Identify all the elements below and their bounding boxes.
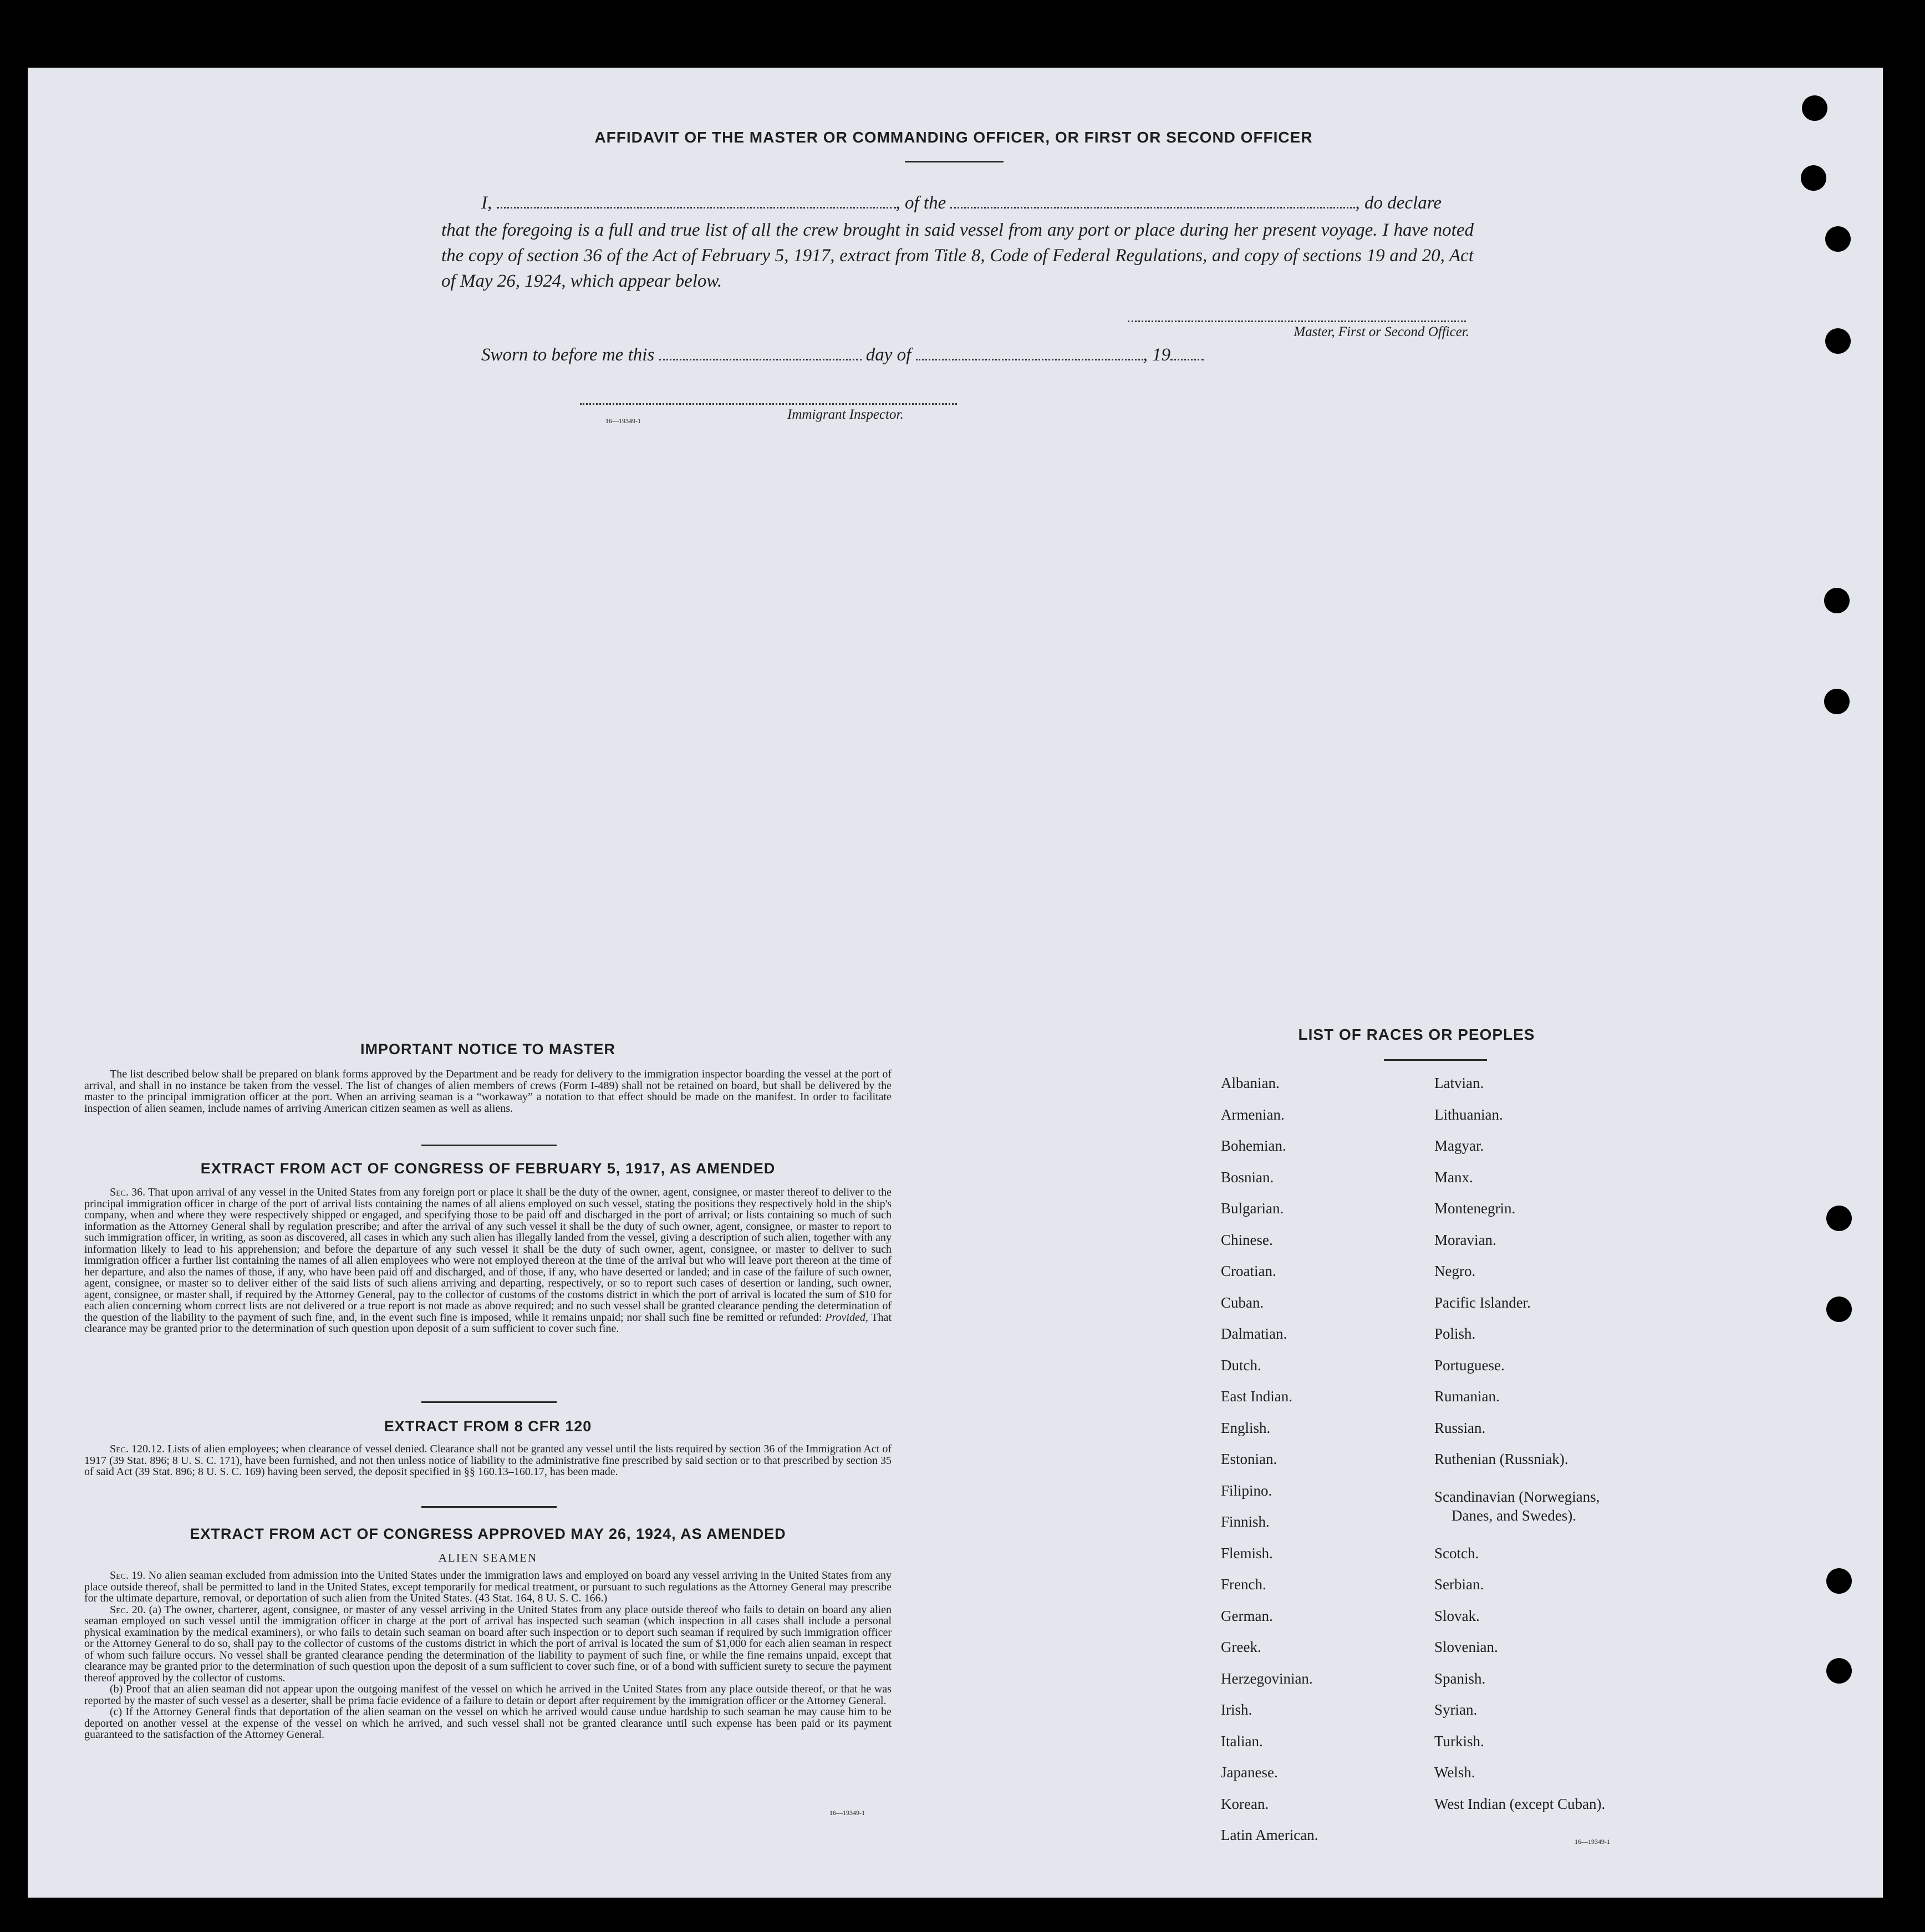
- race-item: Slovak.: [1434, 1607, 1480, 1624]
- punch-hole: [1825, 226, 1851, 252]
- race-item: Welsh.: [1434, 1764, 1475, 1781]
- sec-20c-paragraph: (c) If the Attorney General finds that deportation of the alien seaman on the vessel on which he arrived would cause undue hardship to such seaman he may cause him to be deported on another vessel at the expense of the vessel on which he arrived, and such vessel shall not be granted clearance until such expense has been paid or its payment guaranteed to the satisfaction of the Attorney General.: [84, 1706, 892, 1741]
- race-item: Filipino.: [1221, 1482, 1272, 1499]
- punch-hole: [1802, 95, 1827, 121]
- sec-19-paragraph: [84, 1570, 892, 1604]
- alien-seamen-subtitle: ALIEN SEAMEN: [438, 1551, 538, 1564]
- sec-20b-paragraph: (b) Proof that an alien seaman did not appear upon the outgoing manifest of the vessel on which he arrived in the United States from any place outside thereof, or that he was reported by the master of such vessel as a deserter, shall be prima facie evidence of a failure to detain or deport after requirement by the immigration officer or the Attorney General.: [84, 1683, 892, 1707]
- race-item: Bohemian.: [1221, 1137, 1286, 1154]
- declarant-line: [481, 193, 1474, 213]
- race-item: Russian.: [1434, 1419, 1486, 1436]
- extract-1924-text: [84, 1570, 892, 1741]
- section-rule: [421, 1145, 557, 1146]
- master-signature-field[interactable]: [1128, 321, 1466, 322]
- provided-word: Provided,: [825, 1311, 868, 1324]
- day-field[interactable]: [659, 359, 862, 360]
- extract-1924-title: EXTRACT FROM ACT OF CONGRESS APPROVED MAY 26, 1924, AS AMENDED: [190, 1526, 786, 1542]
- race-item: Latvian.: [1434, 1075, 1484, 1091]
- race-item: Danes, and Swedes).: [1452, 1507, 1576, 1524]
- race-item: Latin American.: [1221, 1827, 1318, 1843]
- punch-hole: [1824, 588, 1850, 613]
- race-item: Ruthenian (Russniak).: [1434, 1451, 1568, 1467]
- race-item: Scotch.: [1434, 1544, 1479, 1562]
- sec-120-text: Lists of alien employees; when clearance of vessel denied. Clearance shall not be granted any vessel until the lists required by section 36 of the Immigration Act of 1917 (39 Stat. 896; 8 U. S. C. 171), have been furnished, and not then unless notice of liability to the administrative fine prescribed by said section or to that prescribed by section 35 of said Act (39 Stat. 896; 8 U. S. C. 169) having been served, the deposit specified in §§ 160.13–160.17, has been made.: [84, 1443, 892, 1478]
- year-field[interactable]: [1170, 359, 1204, 360]
- extract-1917-text: [84, 1187, 892, 1335]
- inspector-signature-label: Immigrant Inspector.: [787, 407, 904, 422]
- race-item: Portuguese.: [1434, 1356, 1505, 1374]
- race-item: Chinese.: [1221, 1231, 1273, 1248]
- notice-title: IMPORTANT NOTICE TO MASTER: [360, 1041, 615, 1057]
- declarant-name-field[interactable]: [497, 207, 896, 209]
- punch-hole: [1826, 1568, 1852, 1594]
- race-item: Armenian.: [1221, 1106, 1285, 1123]
- race-item: Albanian.: [1221, 1075, 1280, 1091]
- title-rule: [1384, 1059, 1487, 1061]
- form-number: 16—19349-1: [1575, 1838, 1610, 1845]
- race-item: East Indian.: [1221, 1388, 1292, 1405]
- sec-19-label: Sec. 19.: [110, 1569, 146, 1582]
- sec-20a-paragraph: [84, 1604, 892, 1684]
- race-item: Serbian.: [1434, 1576, 1484, 1593]
- sworn-line: [481, 345, 1204, 365]
- sec-20-label: Sec. 20.: [110, 1603, 146, 1616]
- race-item: Syrian.: [1434, 1701, 1478, 1718]
- race-item: Slovenian.: [1434, 1639, 1498, 1655]
- title-rule: [905, 161, 1004, 162]
- race-item: Finnish.: [1221, 1513, 1270, 1530]
- race-item: Croatian.: [1221, 1263, 1276, 1279]
- race-item: Pacific Islander.: [1434, 1294, 1531, 1311]
- race-item: Manx.: [1434, 1168, 1473, 1186]
- master-signature-label: Master, First or Second Officer.: [1293, 324, 1469, 339]
- label-i: I,: [481, 193, 492, 213]
- race-item: Polish.: [1434, 1325, 1476, 1342]
- race-item: Greek.: [1221, 1639, 1261, 1655]
- label-do-declare: , do declare: [1355, 193, 1442, 213]
- sec-120-label: Sec. 120.12.: [110, 1443, 165, 1455]
- race-item: Scandinavian (Norwegians,: [1434, 1488, 1600, 1505]
- punch-hole: [1826, 1206, 1852, 1231]
- race-item: Spanish.: [1434, 1670, 1486, 1687]
- race-item: Korean.: [1221, 1795, 1269, 1812]
- inspector-signature-field[interactable]: [580, 403, 957, 405]
- punch-hole: [1826, 1658, 1852, 1684]
- race-item: Italian.: [1221, 1732, 1263, 1750]
- sec-36-label: Sec. 36.: [110, 1186, 146, 1198]
- punch-hole: [1801, 165, 1826, 191]
- sec-36-text-end: That clearance may be granted prior to the determination of such question upon deposit of a sum sufficient to cover such fine.: [84, 1311, 892, 1335]
- affidavit-title: AFFIDAVIT OF THE MASTER OR COMMANDING OFFICER, OR FIRST OR SECOND OFFICER: [594, 129, 1313, 146]
- sec-20a-text: (a) The owner, charterer, agent, consignee, or master of any vessel arriving in the United States from any place outside thereof who fails to detain on board any alien seaman employed on such vessel until the immigration officer in charge at the port of arrival has inspected such seaman (which inspection in all cases shall include a personal physical examination by the medical examiners), or who fails to detain such seaman on board after such inspection or to deport such seaman if required by such immigration officer or the Attorney General to do so, shall pay to the collector of customs of the customs district in which the port of arrival is located the sum of $1,000 for each alien seaman in respect of whom such failure occurs. No vessel shall be granted clearance pending the determination of the liability to payment of such fine, or while the fine remains unpaid, except that clearance may be granted prior to the determination of such question upon the deposit of a sum sufficient to cover such fine, or of a bond with sufficient surety to secure the payment thereof approved by the collector of customs.: [84, 1603, 892, 1684]
- label-of-the: , of the: [895, 193, 946, 213]
- race-item: Moravian.: [1434, 1231, 1496, 1248]
- form-number: 16—19349-1: [829, 1809, 865, 1817]
- race-item: English.: [1221, 1419, 1271, 1436]
- section-rule: [421, 1401, 557, 1403]
- punch-hole: [1826, 1297, 1852, 1322]
- race-item: Estonian.: [1221, 1451, 1277, 1467]
- race-item: Rumanian.: [1434, 1388, 1500, 1405]
- label-sworn: Sworn to before me this: [481, 345, 655, 365]
- extract-cfr-text: [84, 1443, 892, 1478]
- sec-36-text: That upon arrival of any vessel in the United States from any foreign port or place it shall be the duty of the owner, agent, consignee, or master thereof to deliver to the principal immigration officer in charge of the port of arrival lists containing the names of all aliens employed on such vessel, stating the positions they respectively hold in the ship's company, when and where they were respectively shipped or engaged, and specifying those to be paid off and discharged in the port of arrival; or lists containing so much of such information as the Attorney General shall by regulation prescribe; and after the arrival of any such vessel it shall be the duty of such owner, agent, consignee, or master to report to such immigration officer, in writing, as soon as discovered, all cases in which any such alien has illegally landed from the vessel, giving a description of such alien, together with any information likely to lead to his apprehension; and before the departure of any such vessel it shall be the duty of such owner, agent, consignee, or master to deliver to such immigration officer a further list containing the names of all alien employees who were not employed thereon at the time of the arrival but who will leave port thereon at the time of her departure, and also the names of those, if any, who have been paid off and discharged, and of those, if any, who have deserted or landed; and in case of the failure of such owner, agent, consignee, or master so to deliver either of the said lists of such aliens arriving and departing, respectively, or so to report such cases of desertion or landing, such owner, agent, consignee, or master shall, if required by the Attorney General, pay to the collector of customs of the costoms district in which the port of arrival is located the sum of $10 for each alien concerning whom correct lists are not delivered or a true report is not made as above required; and no such vessel shall be granted clearance pending the determination of the question of the liability to the payment of such fine, and, in the event such fine is imposed, while it remains unpaid; nor shall such fine be remitted or refunded:: [84, 1186, 892, 1324]
- race-item: Lithuanian.: [1434, 1106, 1503, 1123]
- notice-text: The list described below shall be prepared on blank forms approved by the Department and be ready for delivery to the immigration inspector boarding the vessel at the port of arrival, and shall in no instance be taken from the vessel. The list of changes of alien members of crews (Form I-489) shall not be retained on board, but shall be delivered by the master to the principal immigration officer at the port. When an arriving seaman is a “workaway” a notation to that effect should be made on the manifest. In order to facilitate inspection of alien seamen, include names of arriving American citizen seamen as well as aliens.: [84, 1068, 892, 1115]
- race-item: Flemish.: [1221, 1544, 1273, 1562]
- race-item: Negro.: [1434, 1263, 1476, 1279]
- race-item: Bulgarian.: [1221, 1200, 1284, 1217]
- race-item: Magyar.: [1434, 1137, 1484, 1154]
- vessel-name-field[interactable]: [950, 207, 1355, 209]
- races-title: LIST OF RACES OR PEOPLES: [1298, 1026, 1535, 1043]
- label-day-of: day of: [865, 345, 911, 365]
- race-item: Dalmatian.: [1221, 1325, 1287, 1342]
- race-item: Cuban.: [1221, 1294, 1264, 1311]
- affidavit-statement: that the foregoing is a full and true list of all the crew brought in said vessel from any port or place during her present voyage. I have noted the copy of section 36 of the Act of February 5, 1917, extract from Title 8, Code of Federal Regulations, and copy of sections 19 and 20, Act of May 26, 1924, which appear below.: [441, 220, 1474, 291]
- race-item: West Indian (except Cuban).: [1434, 1795, 1606, 1812]
- month-field[interactable]: [916, 359, 1143, 360]
- punch-hole: [1824, 689, 1850, 714]
- race-item: Irish.: [1221, 1701, 1252, 1718]
- punch-hole: [1825, 328, 1851, 354]
- race-item: Bosnian.: [1221, 1168, 1274, 1186]
- race-item: French.: [1221, 1576, 1266, 1593]
- extract-cfr-title: EXTRACT FROM 8 CFR 120: [384, 1418, 592, 1435]
- section-rule: [421, 1506, 557, 1508]
- race-item: Montenegrin.: [1434, 1200, 1516, 1217]
- race-item: Turkish.: [1434, 1732, 1484, 1750]
- extract-1917-title: EXTRACT FROM ACT OF CONGRESS OF FEBRUARY 5, 1917, AS AMENDED: [200, 1160, 776, 1177]
- form-number: 16—19349-1: [605, 417, 641, 425]
- label-year: , 19: [1143, 345, 1171, 365]
- sec-19-text: No alien seaman excluded from admission into the United States under the immigration laws and employed on board any vessel arriving in the United States from any place outside thereof, shall be permitted to land in the United States, except temporarily for medical treatment, or pursuant to such regulations as the Attorney General may prescribe for the ultimate departure, removal, or deportation of such alien from the United States. (43 Stat. 164, 8 U. S. C. 166.): [84, 1569, 892, 1604]
- race-item: Dutch.: [1221, 1356, 1261, 1374]
- race-item: Japanese.: [1221, 1764, 1278, 1781]
- race-item: German.: [1221, 1607, 1273, 1624]
- race-item: Herzegovinian.: [1221, 1670, 1313, 1687]
